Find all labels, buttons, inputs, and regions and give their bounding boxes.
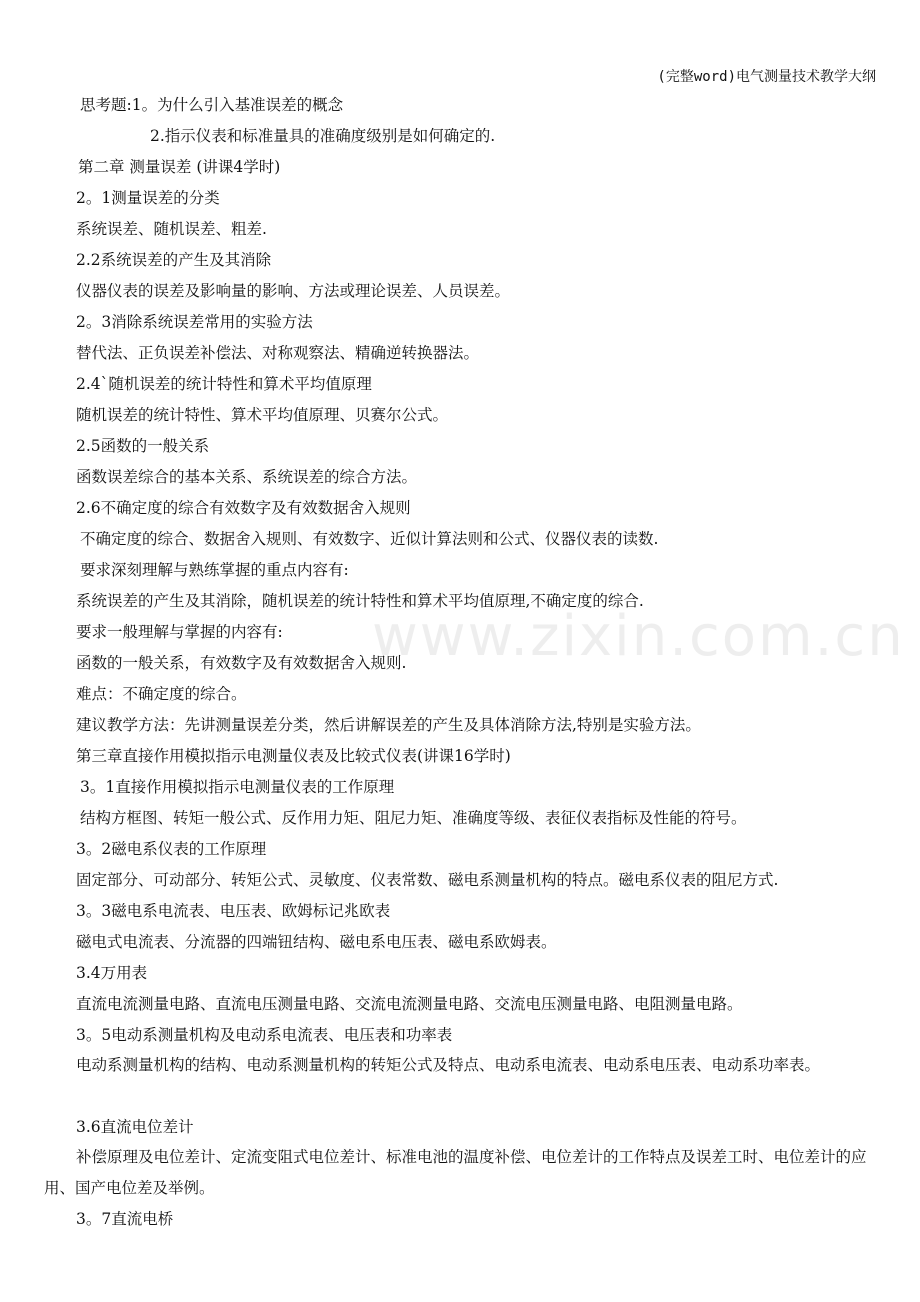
section-2-2-heading: 2.2系统误差的产生及其消除 — [76, 251, 272, 269]
teaching-method-text: 建议教学方法：先讲测量误差分类，然后讲解误差的产生及具体消除方法,特别是实验方法。 — [76, 716, 701, 734]
think-question-2: 2.指示仪表和标准量具的准确度级别是如何确定的. — [150, 127, 496, 145]
section-2-3-heading: 2。3消除系统误差常用的实验方法 — [76, 313, 313, 331]
section-3-7-heading: 3。7直流电桥 — [76, 1210, 174, 1228]
section-3-6-text: 补偿原理及电位差计、定流变阻式电位差计、标准电池的温度补偿、电位差计的工作特点及误差工时、电位差计的应用、国产电位差及举例。 — [44, 1148, 867, 1197]
chapter-2-heading: 第二章 测量误差 (讲课4学时) — [78, 158, 281, 176]
section-3-2-heading: 3。2磁电系仪表的工作原理 — [76, 840, 267, 858]
think-question-1: 思考题:1。为什么引入基准误差的概念 — [80, 96, 344, 114]
section-2-5-heading: 2.5函数的一般关系 — [76, 437, 210, 455]
watermark: www.zixin.com.cn — [372, 604, 905, 669]
section-3-4-heading: 3.4万用表 — [76, 964, 148, 982]
key-content-text: 系统误差的产生及其消除，随机误差的统计特性和算术平均值原理,不确定度的综合. — [76, 592, 644, 610]
section-3-1-text: 结构方框图、转矩一般公式、反作用力矩、阻尼力矩、准确度等级、表征仪表指标及性能的符号。 — [80, 809, 747, 827]
section-2-6-text: 不确定度的综合、数据舍入规则、有效数字、近似计算法则和公式、仪器仪表的读数. — [80, 530, 659, 548]
section-2-5-text: 函数误差综合的基本关系、系统误差的综合方法。 — [76, 468, 418, 486]
key-content-heading: 要求深刻理解与熟练掌握的重点内容有: — [80, 561, 349, 579]
section-2-1-heading: 2。1测量误差的分类 — [76, 189, 220, 207]
general-content-text: 函数的一般关系，有效数字及有效数据舍入规则. — [76, 654, 407, 672]
page-header: (完整word)电气测量技术教学大纲 — [657, 69, 876, 85]
section-3-2-text: 固定部分、可动部分、转矩公式、灵敏度、仪表常数、磁电系测量机构的特点。磁电系仪表的阻尼方式. — [76, 871, 779, 889]
general-content-heading: 要求一般理解与掌握的内容有: — [76, 623, 283, 641]
chapter-3-heading: 第三章直接作用模拟指示电测量仪表及比较式仪表(讲课16学时) — [76, 747, 511, 765]
difficulty-text: 难点：不确定度的综合。 — [76, 685, 247, 703]
section-3-5-heading: 3。5电动系测量机构及电动系电流表、电压表和功率表 — [76, 1026, 453, 1044]
section-2-3-text: 替代法、正负误差补偿法、对称观察法、精确逆转换器法。 — [76, 344, 480, 362]
section-2-1-text: 系统误差、随机误差、粗差. — [76, 220, 267, 238]
section-3-5-text: 电动系测量机构的结构、电动系测量机构的转矩公式及特点、电动系电流表、电动系电压表、电动系功率表。 — [76, 1056, 821, 1074]
section-2-6-heading: 2.6不确定度的综合有效数字及有效数据舍入规则 — [76, 499, 411, 517]
section-3-1-heading: 3。1直接作用模拟指示电测量仪表的工作原理 — [80, 778, 395, 796]
section-2-4-text: 随机误差的统计特性、算术平均值原理、贝赛尔公式。 — [76, 406, 449, 424]
section-3-6-heading: 3.6直流电位差计 — [76, 1118, 194, 1136]
section-2-4-heading: 2.4`随机误差的统计特性和算术平均值原理 — [76, 375, 372, 393]
section-3-3-text: 磁电式电流表、分流器的四端钮结构、磁电系电压表、磁电系欧姆表。 — [76, 933, 557, 951]
section-3-4-text: 直流电流测量电路、直流电压测量电路、交流电流测量电路、交流电压测量电路、电阻测量电路。 — [76, 995, 743, 1013]
section-3-3-heading: 3。3磁电系电流表、电压表、欧姆标记兆欧表 — [76, 902, 391, 920]
section-2-2-text: 仪器仪表的误差及影响量的影响、方法或理论误差、人员误差。 — [76, 282, 511, 300]
